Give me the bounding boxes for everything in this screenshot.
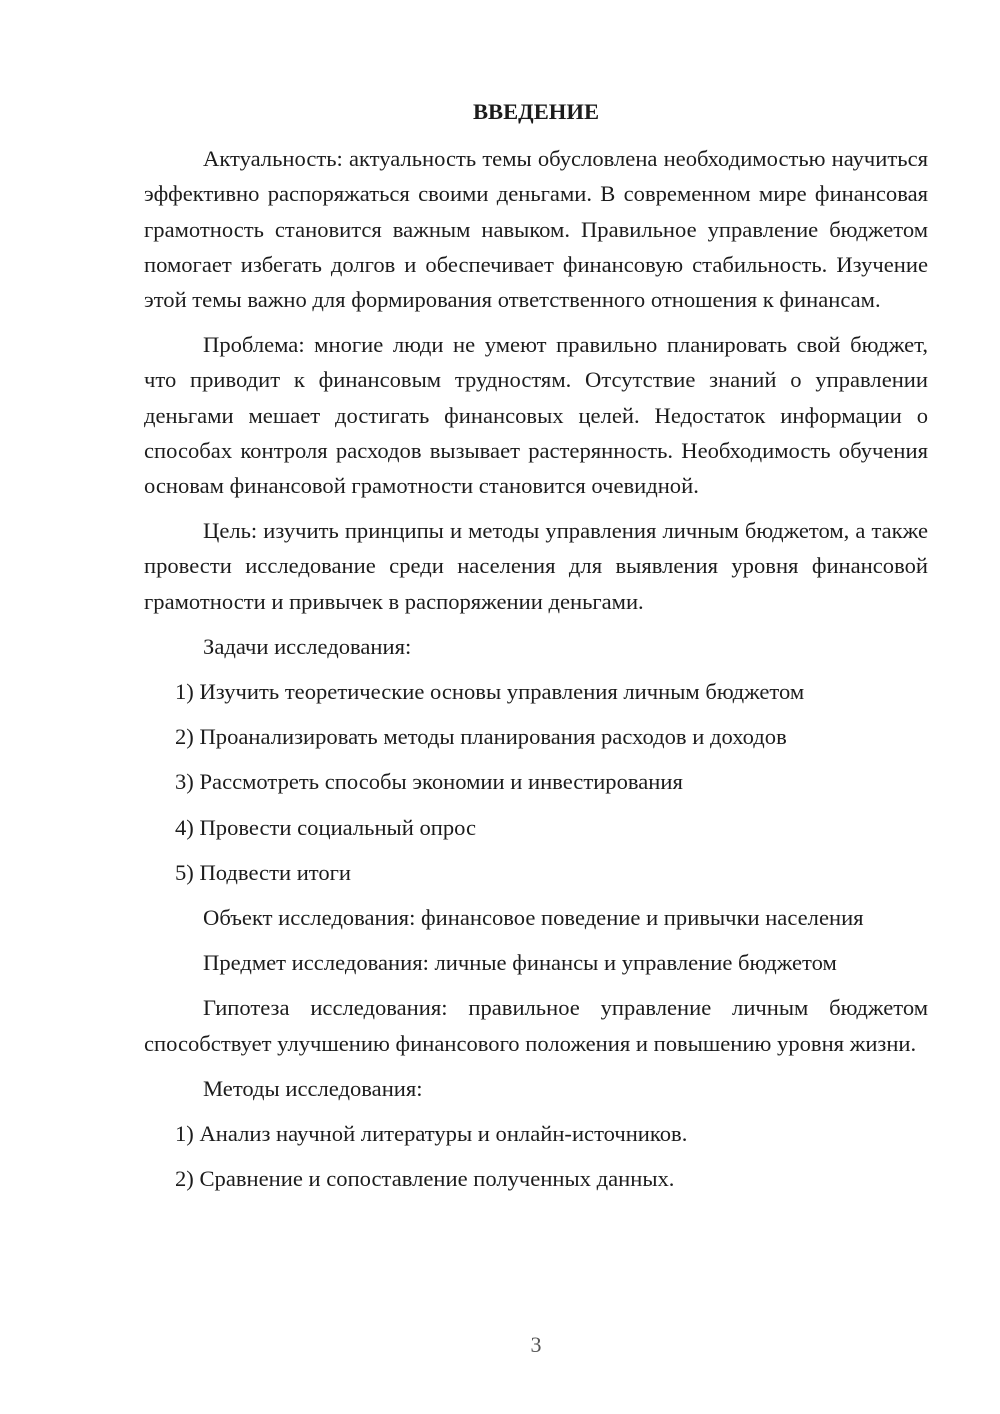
- task-item: 5) Подвести итоги: [175, 859, 352, 885]
- hypothesis-paragraph: Гипотеза исследования: правильное управление личным бюджетом способствует улучшению финансового положения и повышению уровня жизни.: [144, 995, 928, 1056]
- task-item: 3) Рассмотреть способы экономии и инвестирования: [175, 769, 683, 795]
- methods-heading: Методы исследования:: [203, 1075, 423, 1101]
- research-subject: Предмет исследования: личные финансы и управление бюджетом: [203, 950, 837, 976]
- method-item: 2) Сравнение и сопоставление полученных данных.: [175, 1166, 675, 1192]
- problem-paragraph: Проблема: многие люди не умеют правильно планировать свой бюджет, что приводит к финансовым трудностям. Отсутствие знаний о управлении деньгами мешает достигать финансовых целей. Недостаток информации о способах контроля расходов вызывает растерянность. Необходимость обучения основам финансовой грамотности становится очевидной.: [144, 332, 928, 499]
- page-content: [144, 94, 928, 1206]
- method-item: 1) Анализ научной литературы и онлайн-источников.: [175, 1121, 688, 1147]
- page-title: ВВЕДЕНИЕ: [472, 99, 600, 124]
- goal-paragraph: Цель: изучить принципы и методы управления личным бюджетом, а также провести исследование среди населения для выявления уровня финансовой грамотности и привычек в распоряжении деньгами.: [144, 518, 928, 614]
- task-item: 2) Проанализировать методы планирования расходов и доходов: [175, 724, 787, 750]
- task-item: 1) Изучить теоретические основы управления личным бюджетом: [175, 679, 805, 705]
- page-number: 3: [530, 1332, 542, 1357]
- relevance-paragraph: Актуальность: актуальность темы обусловлена необходимостью научиться эффективно распоряжаться своими деньгами. В современном мире финансовая грамотность становится важным навыком. Правильное управление бюджетом помогает избегать долгов и обеспечивает финансовую стабильность. Изучение этой темы важно для формирования ответственного отношения к финансам.: [144, 146, 928, 313]
- tasks-heading: Задачи исследования:: [203, 633, 412, 659]
- task-item: 4) Провести социальный опрос: [175, 814, 477, 840]
- research-object: Объект исследования: финансовое поведение и привычки населения: [203, 905, 864, 931]
